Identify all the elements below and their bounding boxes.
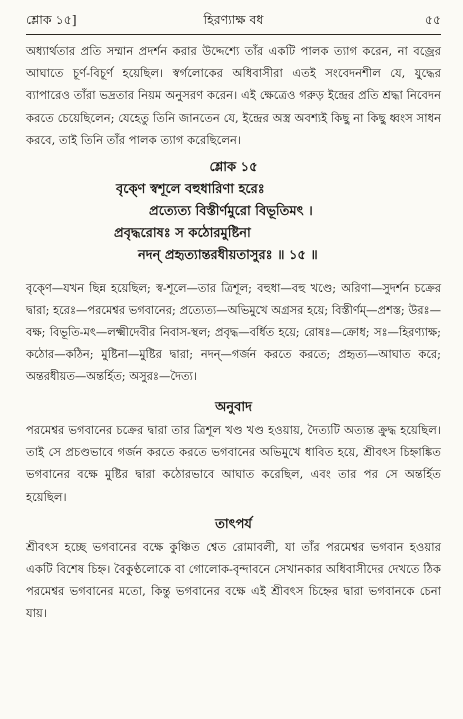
purport-heading: তাৎপর্য: [215, 516, 252, 532]
translation-paragraph: পরমেশ্বর ভগবানের চক্রের দ্বারা তার ত্রিশূল খণ্ড খণ্ড হওয়ায়, দৈত্যটি অত্যন্ত ক্রুদ্ধ হয়েছিল। তাই সে প্রচণ্ডভাবে গর্জন করতে করতে ভগবানের অভিমুখে ধাবিত হয়ে, শ্রীবৎস চিহ্নাঙ্কিত ভগবানের বক্ষে মুষ্টির দ্বারা কঠোরভাবে আঘাত করেছিল, এবং তার পর সে অন্তর্হিত হয়েছিল।: [26, 423, 441, 504]
header-chapter-title: হিরণ্যাক্ষ বধ: [203, 12, 264, 27]
verse-line: প্রবৃদ্ধরোষঃ স কঠোরমুষ্টিনা: [114, 226, 251, 242]
verse-line: নদন্ প্রহৃত্যান্তরধীয়তাসুরঃ ॥ ১৫ ॥: [138, 248, 318, 264]
verse-line: প্রত্যেত্য বিস্তীর্ণমুরো বিভূতিমৎ ।: [149, 204, 313, 220]
page-body: [26, 40, 441, 625]
synonyms-paragraph: বৃক্ণে—যখন ছিন্ন হয়েছিল; স্ব-শূলে—তার ত্রিশূল; বহুধা—বহু খণ্ডে; অরিণা—সুদর্শন চক্রের দ্বারা; হরেঃ—পরমেশ্বর ভগবানের; প্রত্যেত্য—অভিমুখে অগ্রসর হয়ে; বিস্তীর্ণম্—প্রশস্ত; উরঃ—বক্ষ; বিভূতি-মৎ—লক্ষ্মীদেবীর নিবাস-স্থল; প্রবৃদ্ধ—বর্ধিত হয়ে; রোষঃ—ক্রোধ; সঃ—হিরণ্যাক্ষ; কঠোর—কঠিন; মুষ্টিনা—মুষ্টির দ্বারা; নদন্—গর্জন করতে করতে; প্রহৃত্য—আঘাত করে; অন্তরধীয়ত—অন্তর্হিত; অসুরঃ—দৈত্য।: [26, 281, 441, 384]
translation-heading: অনুবাদ: [215, 400, 252, 416]
header-page-number: ৫৫: [424, 12, 441, 27]
verse-block: [26, 179, 441, 267]
verse-title: শ্লোক ১৫: [209, 160, 258, 176]
purport-paragraph: শ্রীবৎস হচ্ছে ভগবানের বক্ষে কুঞ্চিত শ্বেত রোমাবলী, যা তাঁর পরমেশ্বর ভগবান হওয়ার একটি বিশেষ চিহ্ন। বৈকুণ্ঠলোকে বা গোলোক-বৃন্দাবনে সেখানকার অধিবাসীদের দেখতে ঠিক পরমেশ্বর ভগবানের মতো, কিন্তু ভগবানের বক্ষে এই শ্রীবৎস চিহ্নের দ্বারা ভগবানকে চেনা যায়।: [26, 539, 441, 621]
page-header: [26, 12, 441, 34]
intro-paragraph: অধ্যার্থতার প্রতি সম্মান প্রদর্শন করার উদ্দেশ্যে তাঁর একটি পালক ত্যাগ করেন, না বজ্রের আঘাতে চূর্ণ-বিচূর্ণ হয়েছিল। স্বর্গলোকের অধিবাসীরা এতই সংবেদনশীল যে, যুদ্ধের ব্যাপারেও তাঁরা ভদ্রতার নিয়ম অনুসরণ করেন। এই ক্ষেত্রেও গরুড় ইন্দ্রের প্রতি শ্রদ্ধা নিবেদন করতে চেয়েছিলেন; যেহেতু তিনি জানতেন যে, ইন্দ্রের অস্ত্র অবশ্যই কিছু না কিছু ধ্বংস সাধন করবে, তাই তিনি তাঁর পালক ত্যাগ করেছিলেন।: [26, 44, 441, 147]
verse-line: বৃক্ণে স্বশূলে বহুধারিণা হরেঃ: [116, 182, 265, 198]
header-rule: [26, 34, 441, 35]
header-verse-ref: শ্লোক ১৫]: [26, 12, 77, 27]
